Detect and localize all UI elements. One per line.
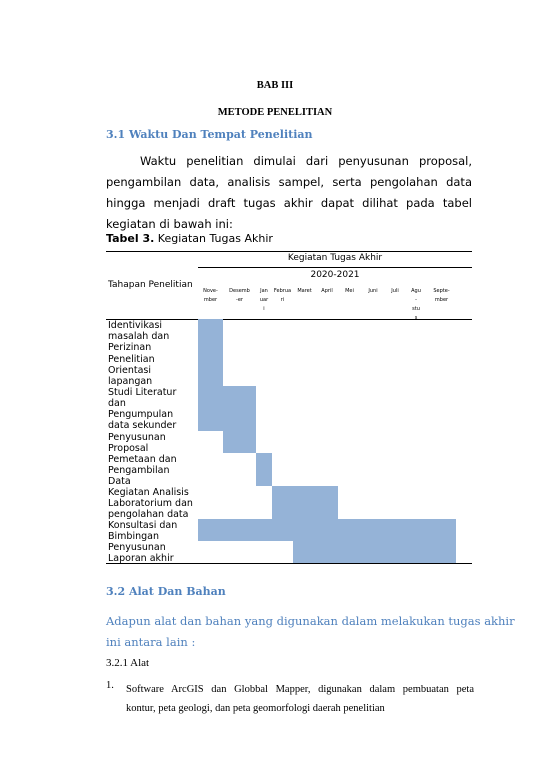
activity-label-line: pengolahan data xyxy=(108,509,189,520)
month-header-part: mber xyxy=(434,297,449,303)
month-header-part: Agu xyxy=(411,288,421,294)
activity-label-line: Bimbingan xyxy=(108,531,159,542)
activity-label-line: Identivikasi xyxy=(108,320,163,331)
month-header xyxy=(223,287,256,305)
gantt-bar xyxy=(256,453,272,486)
gantt-bar xyxy=(198,386,256,431)
gantt-bar xyxy=(272,486,338,519)
tools-intro-line: ini antara lain : xyxy=(106,635,196,649)
activity-label-line: Pengambilan xyxy=(108,465,170,476)
activity-label xyxy=(108,320,169,353)
month-header-part: - xyxy=(415,297,417,303)
month-header-part: Jan xyxy=(260,288,268,294)
intro-line: Waktu penelitian dimulai dari penyusunan proposal, xyxy=(140,154,472,168)
gantt-bar xyxy=(293,541,456,563)
activity-label xyxy=(108,454,177,487)
chapter-title: METODE PENELITIAN xyxy=(217,107,333,118)
list-item-text xyxy=(126,680,474,718)
table-caption xyxy=(106,232,273,245)
month-header-part: Nove- xyxy=(203,288,218,294)
chapter-number: BAB III xyxy=(256,80,294,91)
month-header xyxy=(405,287,427,323)
activity-label-line: data sekunder xyxy=(108,420,177,431)
tools-intro-line: Adapun alat dan bahan yang digunakan dalam melakukan tugas akhir xyxy=(106,614,515,628)
activity-label xyxy=(108,542,174,564)
month-header-part: uar xyxy=(259,297,269,303)
activity-label-line: Pengumpulan xyxy=(108,409,174,420)
month-header-part: stu xyxy=(412,306,420,312)
month-header xyxy=(293,287,316,296)
activity-label-line: Penyusunan xyxy=(108,542,166,553)
activity-label-line: Penyusunan xyxy=(108,432,166,443)
month-header-part: Septe- xyxy=(433,288,450,294)
gantt-bar xyxy=(198,319,223,353)
gantt-bar xyxy=(198,519,456,541)
month-header-part: Maret xyxy=(297,288,312,294)
month-header-part: April xyxy=(321,288,333,294)
month-header xyxy=(385,287,405,296)
activity-label-line: Kegiatan Analisis xyxy=(108,487,189,498)
month-header xyxy=(256,287,272,314)
month-header xyxy=(427,287,456,305)
intro-line: pengambilan data, analisis sampel, serta pengolahan data xyxy=(106,175,472,189)
activity-label-line: Pemetaan dan xyxy=(108,454,177,465)
activity-label-line: Laboratorium dan xyxy=(108,498,193,509)
list-item-line: kontur, peta geologi, dan peta geomorfologi daerah penelitian xyxy=(126,703,385,714)
table-bottom-rule xyxy=(106,563,472,564)
activity-label-line: Studi Literatur xyxy=(108,387,177,398)
group-header-rule xyxy=(198,267,472,268)
month-header xyxy=(361,287,385,296)
activity-label-line: Data xyxy=(108,476,131,487)
activity-label xyxy=(108,387,176,431)
activity-label-line: dan xyxy=(108,398,126,409)
month-header-part: s xyxy=(414,315,418,321)
intro-line: kegiatan di bawah ini: xyxy=(106,217,233,231)
month-header-part: Desemb xyxy=(229,288,250,294)
month-header xyxy=(338,287,361,296)
activity-label-line: Konsultasi dan xyxy=(108,520,178,531)
section-heading-3-1: 3.1 Waktu Dan Tempat Penelitian xyxy=(106,128,313,141)
activity-label-line: Perizinan xyxy=(108,342,152,353)
month-header xyxy=(272,287,293,305)
table-caption-label: Tabel 3. xyxy=(106,232,155,245)
intro-line: hingga menjadi draft tugas akhir dapat dilihat pada tabel xyxy=(106,196,472,210)
activity-label-line: lapangan xyxy=(108,376,153,387)
tools-intro-paragraph xyxy=(106,611,515,653)
activity-label xyxy=(108,487,193,520)
gantt-bar xyxy=(223,431,256,453)
month-header-part: i xyxy=(263,306,265,312)
month-header-part: Mei xyxy=(345,288,354,294)
month-header-part: Juni xyxy=(368,288,378,294)
table-top-rule xyxy=(106,251,472,252)
month-header-part: ri xyxy=(280,297,285,303)
activity-label xyxy=(108,432,166,454)
month-header-part: Februa xyxy=(273,288,292,294)
activity-label-line: Penelitian xyxy=(108,354,155,365)
group-header: Kegiatan Tugas Akhir xyxy=(287,253,383,263)
gantt-bar xyxy=(198,353,223,386)
activity-label-line: masalah dan xyxy=(108,331,170,342)
subsection-heading-3-2-1: 3.2.1 Alat xyxy=(106,657,150,669)
month-header xyxy=(198,287,223,305)
table-caption-text: Kegiatan Tugas Akhir xyxy=(154,232,273,245)
list-item-line: Software ArcGIS dan Globbal Mapper, digunakan dalam pembuatan peta xyxy=(126,684,474,695)
section-heading-3-2: 3.2 Alat Dan Bahan xyxy=(106,585,226,598)
month-header-part: -er xyxy=(236,297,243,303)
list-item-number: 1. xyxy=(106,680,114,691)
activity-label-line: Laporan akhir xyxy=(108,553,174,564)
activity-label-line: Orientasi xyxy=(108,365,152,376)
year-header: 2020-2021 xyxy=(310,270,360,280)
month-header-part: mber xyxy=(203,297,218,303)
intro-paragraph xyxy=(106,151,472,235)
activity-label-line: Proposal xyxy=(108,443,149,454)
activity-label xyxy=(108,520,177,542)
month-header-part: Juli xyxy=(391,288,399,294)
month-header xyxy=(316,287,338,296)
stage-header: Tahapan Penelitian xyxy=(108,280,193,290)
gantt-table xyxy=(106,251,472,564)
activity-label xyxy=(108,354,155,387)
